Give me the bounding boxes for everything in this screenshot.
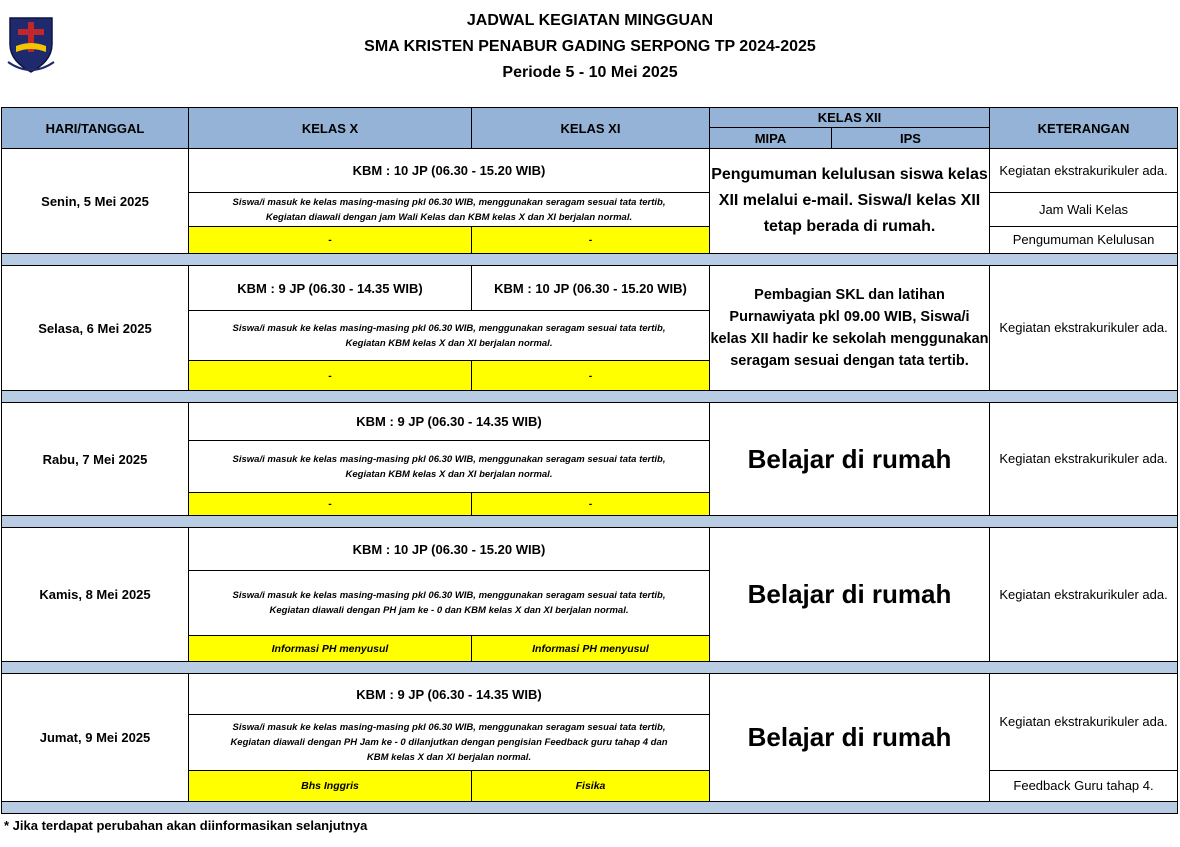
note-line: Siswa/i masuk ke kelas masing-masing pkl 06.30 WIB, menggunakan seragam sesuai tata tertib, [232, 722, 666, 733]
kelas-xii-cell: Belajar di rumah [710, 674, 990, 802]
header-ips: IPS [832, 128, 990, 149]
kelas-x-highlight: Informasi PH menyusul [189, 636, 472, 662]
note-line: Siswa/i masuk ke kelas masing-masing pkl 06.30 WIB, menggunakan seragam sesuai tata tertib, [232, 453, 666, 465]
kelas-x-highlight: - [189, 493, 472, 516]
table-row [2, 528, 1178, 571]
kbm-cell: KBM : 10 JP (06.30 - 15.20 WIB) [189, 149, 710, 193]
note-line: Siswa/i masuk ke kelas masing-masing pkl 06.30 WIB, menggunakan seragam sesuai tata tertib, [232, 322, 666, 334]
keterangan-cell: Kegiatan ekstrakurikuler ada. [990, 403, 1178, 516]
kelas-x-highlight: Bhs Inggris [189, 771, 472, 802]
keterangan-cell: Kegiatan ekstrakurikuler ada. [990, 674, 1178, 771]
kelas-xi-highlight: - [472, 227, 710, 254]
keterangan-cell: Feedback Guru tahap 4. [990, 771, 1178, 802]
keterangan-cell: Kegiatan ekstrakurikuler ada. [990, 149, 1178, 193]
header-kelas-xii: KELAS XII [710, 108, 990, 128]
row-separator [2, 516, 1178, 528]
kbm-cell: KBM : 9 JP (06.30 - 14.35 WIB) [189, 674, 710, 715]
kbm-x-cell: KBM : 9 JP (06.30 - 14.35 WIB) [189, 266, 472, 311]
kelas-xii-cell: Belajar di rumah [710, 403, 990, 516]
schedule-table [1, 107, 1178, 814]
kelas-xii-cell: Belajar di rumah [710, 528, 990, 662]
note-cell [189, 441, 710, 493]
kelas-xi-highlight: Fisika [472, 771, 710, 802]
note-line: Kegiatan diawali dengan PH jam ke - 0 dan KBM kelas X dan XI berjalan normal. [269, 605, 629, 616]
title-line-1: JADWAL KEGIATAN MINGGUAN [466, 12, 714, 29]
note-cell [189, 193, 710, 227]
kelas-xii-cell: Pengumuman kelulusan siswa kelas XII melalui e-mail. Siswa/I kelas XII tetap berada di rumah. [710, 149, 990, 254]
row-separator [2, 662, 1178, 674]
kelas-x-highlight: - [189, 227, 472, 254]
keterangan-cell: Pengumuman Kelulusan [990, 227, 1178, 254]
note-cell [189, 571, 710, 636]
header-kelas-x: KELAS X [189, 108, 472, 149]
day-cell: Selasa, 6 Mei 2025 [2, 266, 189, 391]
kbm-xi-cell: KBM : 10 JP (06.30 - 15.20 WIB) [472, 266, 710, 311]
kelas-xi-highlight: - [472, 361, 710, 391]
day-cell: Senin, 5 Mei 2025 [2, 149, 189, 254]
day-cell: Rabu, 7 Mei 2025 [2, 403, 189, 516]
header-mipa: MIPA [710, 128, 832, 149]
day-cell: Kamis, 8 Mei 2025 [2, 528, 189, 662]
header-kelas-xi: KELAS XI [472, 108, 710, 149]
kelas-xi-highlight: Informasi PH menyusul [472, 636, 710, 662]
table-row [2, 149, 1178, 193]
page-title [0, 8, 1180, 86]
note-line: KBM kelas X dan XI berjalan normal. [366, 752, 532, 763]
keterangan-cell: Kegiatan ekstrakurikuler ada. [990, 528, 1178, 662]
keterangan-cell: Kegiatan ekstrakurikuler ada. [990, 266, 1178, 391]
note-line: Siswa/i masuk ke kelas masing-masing pkl 06.30 WIB, menggunakan seragam sesuai tata tertib, [232, 196, 666, 208]
kelas-xii-cell: Pembagian SKL dan latihan Purnawiyata pkl 09.00 WIB, Siswa/i kelas XII hadir ke sekolah menggunakan seragam sesuai dengan tata tertib. [710, 266, 990, 391]
title-line-3: Periode 5 - 10 Mei 2025 [502, 64, 678, 81]
row-separator [2, 391, 1178, 403]
note-line: Siswa/i masuk ke kelas masing-masing pkl 06.30 WIB, menggunakan seragam sesuai tata tertib, [232, 590, 666, 601]
header-keterangan: KETERANGAN [990, 108, 1178, 149]
note-line: Kegiatan KBM kelas X dan XI berjalan normal. [345, 468, 553, 480]
header-hari: HARI/TANGGAL [2, 108, 189, 149]
keterangan-cell: Jam Wali Kelas [990, 193, 1178, 227]
table-row [2, 674, 1178, 715]
note-cell [189, 311, 710, 361]
note-line: Kegiatan KBM kelas X dan XI berjalan normal. [345, 337, 553, 349]
kelas-x-highlight: - [189, 361, 472, 391]
title-line-2: SMA KRISTEN PENABUR GADING SERPONG TP 2024-2025 [364, 38, 816, 55]
kbm-cell: KBM : 9 JP (06.30 - 14.35 WIB) [189, 403, 710, 441]
table-row [2, 403, 1178, 441]
note-line: Kegiatan diawali dengan jam Wali Kelas dan KBM kelas X dan XI berjalan normal. [265, 211, 633, 223]
row-separator [2, 802, 1178, 814]
row-separator [2, 254, 1178, 266]
note-cell [189, 715, 710, 771]
kelas-xi-highlight: - [472, 493, 710, 516]
footnote: * Jika terdapat perubahan akan diinformasikan selanjutnya [4, 818, 368, 833]
note-line: Kegiatan diawali dengan PH Jam ke - 0 dilanjutkan dengan pengisian Feedback guru tahap 4 dan [230, 737, 668, 748]
day-cell: Jumat, 9 Mei 2025 [2, 674, 189, 802]
table-row [2, 266, 1178, 311]
kbm-cell: KBM : 10 JP (06.30 - 15.20 WIB) [189, 528, 710, 571]
